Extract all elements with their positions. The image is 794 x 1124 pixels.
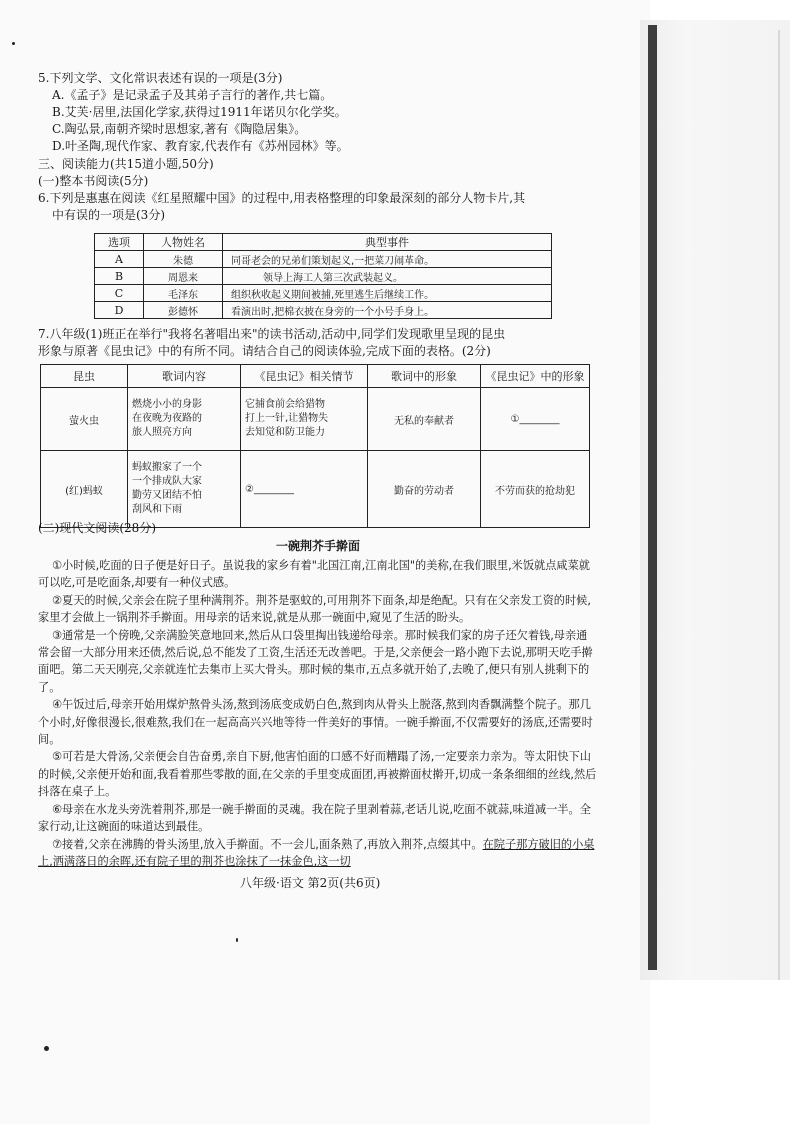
underlined-sentence: 在院子那方破旧的小桌上,洒满落日的余晖,还有院子里的荆芥也涂抹了一抹金色,这一切 — [38, 837, 595, 868]
scan-speck — [44, 1046, 49, 1051]
article-paragraph-3: ③通常是一个傍晚,父亲满脸笑意地回来,然后从口袋里掏出钱递给母亲。那时候我们家的房子还欠着钱,母亲通常会留一大部分用来还债,然后说,总不能发了工资,生活还无改善吧。于是,父亲便会一路小跑下去说,那明天吃手擀面吧。第二天天刚亮,父亲就连忙去集市上买大骨头。那时候的集市,五点多就开始了,去晚了,便只有别人挑剩下的了。 — [38, 628, 593, 694]
lyric-line: 一个排成队大家 — [132, 476, 202, 487]
q7-block — [38, 326, 598, 360]
table-row — [95, 285, 552, 302]
reading-passage — [38, 520, 598, 870]
lyric-line: 刮风和下雨 — [132, 504, 182, 515]
table-cell: 看演出时,把棉衣披在身旁的一个小号手身上。 — [223, 302, 552, 319]
table-header: 《昆虫记》相关情节 — [241, 365, 368, 388]
table-row — [95, 251, 552, 268]
table-row — [41, 451, 590, 528]
answer-blank-2[interactable]: ②________ — [241, 451, 368, 528]
q7-table — [40, 364, 590, 528]
table-row — [95, 268, 552, 285]
lyric-line: 蚂蚁搬家了一个 — [132, 462, 202, 473]
table-header: 昆虫 — [41, 365, 128, 388]
table-cell: 朱德 — [144, 251, 223, 268]
scan-speck — [236, 938, 238, 942]
table-cell: 领导上海工人第三次武装起义。 — [223, 268, 552, 285]
table-header: 人物姓名 — [144, 234, 223, 251]
article-paragraph-6: ⑥母亲在水龙头旁洗着荆芥,那是一碗手擀面的灵魂。我在院子里剥着蒜,老话儿说,吃面不就蒜,味道减一半。全家行动,让这碗面的味道达到最佳。 — [38, 802, 591, 834]
lyric-line: 勤劳又团结不怕 — [132, 490, 202, 501]
table-header: 歌词中的形象 — [368, 365, 481, 388]
lyric-line: 在夜晚为夜路的 — [132, 413, 202, 424]
table-cell: A — [95, 251, 144, 268]
adjacent-page-bleed — [640, 20, 790, 980]
q5-option-c: C.陶弘景,南朝齐梁时思想家,著有《陶隐居集》。 — [52, 122, 307, 136]
plot-line: 去知觉和防卫能力 — [245, 427, 325, 438]
q7-stem: 7.八年级(1)班正在举行"我将名著唱出来"的读书活动,活动中,同学们发现歌里呈现的昆虫 — [38, 327, 506, 341]
page-edge-shadow — [648, 25, 657, 970]
lyric-line: 燃烧小小的身影 — [132, 399, 202, 410]
page-edge-line — [778, 30, 780, 980]
table-cell: 组织秋收起义期间被捕,死里逃生后继续工作。 — [223, 285, 552, 302]
section-3a-heading: (一)整本书阅读(5分) — [38, 174, 149, 188]
table-cell — [241, 388, 368, 451]
article-paragraph-7 — [38, 836, 598, 871]
table-header: 《昆虫记》中的形象 — [481, 365, 590, 388]
q5-option-d: D.叶圣陶,现代作家、教育家,代表作有《苏州园林》等。 — [52, 139, 349, 153]
table-cell: D — [95, 302, 144, 319]
answer-blank-1[interactable]: ①________ — [481, 388, 590, 451]
q5-option-a: A.《孟子》是记录孟子及其弟子言行的著作,共七篇。 — [52, 88, 333, 102]
table-row — [41, 388, 590, 451]
questions-top — [38, 70, 598, 224]
table-cell: 周恩来 — [144, 268, 223, 285]
scan-speck — [12, 42, 15, 45]
plot-line: 它捕食前会给猎物 — [245, 399, 325, 410]
page-footer: 八年级·语文 第2页(共6页) — [240, 876, 381, 890]
q6-stem: 6.下列是惠惠在阅读《红星照耀中国》的过程中,用表格整理的印象最深刻的部分人物卡片,其 — [38, 191, 526, 205]
table-cell: 无私的奉献者 — [368, 388, 481, 451]
plot-line: 打上一针,让猎物失 — [245, 413, 329, 424]
section-3-heading: 三、阅读能力(共15道小题,50分) — [38, 157, 214, 171]
table-cell: C — [95, 285, 144, 302]
table-cell: 勤奋的劳动者 — [368, 451, 481, 528]
table-header: 选项 — [95, 234, 144, 251]
table-cell: 同哥老会的兄弟们策划起义,一把菜刀闹革命。 — [223, 251, 552, 268]
table-cell: 毛泽东 — [144, 285, 223, 302]
table-cell — [128, 451, 241, 528]
table-header-row — [95, 234, 552, 251]
table-cell: 萤火虫 — [41, 388, 128, 451]
article-paragraph-1: ①小时候,吃面的日子便是好日子。虽说我的家乡有着"北国江南,江南北国"的美称,在我们眼里,米饭就点咸菜就可以吃,可是吃面条,却要有一种仪式感。 — [38, 559, 590, 590]
table-cell — [128, 388, 241, 451]
article-paragraph-4: ④午饭过后,母亲开始用煤炉熬骨头汤,熬到汤底变成奶白色,熬到肉从骨头上脱落,熬到肉香飘满整个院子。那几个小时,好像很漫长,很难熬,我们在一起高高兴兴地等待一件美好的事情。一碗手擀面,不仅需要好的汤底,还需要时间。 — [38, 698, 593, 747]
q7-stem-cont: 形象与原著《昆虫记》中的有所不同。请结合自己的阅读体验,完成下面的表格。(2分) — [38, 344, 491, 358]
q6-table — [94, 233, 552, 319]
table-cell: B — [95, 268, 144, 285]
article-paragraph-2: ②夏天的时候,父亲会在院子里种满荆芥。荆芥是驱蚊的,可用荆芥下面条,却是绝配。只有在父亲发工资的时候,家里才会做上一锅荆芥手擀面。用母亲的话来说,就是从那一碗面中,窥见了生活的盼头。 — [38, 593, 591, 625]
table-cell: 不劳而获的抢劫犯 — [481, 451, 590, 528]
article-paragraph-5: ⑤可若是大骨汤,父亲便会自告奋勇,亲自下厨,他害怕面的口感不好而糟蹋了汤,一定要亲力亲为。等太阳快下山的时候,父亲便开始和面,我看着那些零散的面,在父亲的手里变成面团,再被擀面杖擀开,切成一条条细细的丝线,然后抖落在桌子上。 — [38, 750, 597, 799]
table-header: 典型事件 — [223, 234, 552, 251]
section-3b-heading: (二)现代文阅读(28分) — [38, 521, 156, 535]
table-header: 歌词内容 — [128, 365, 241, 388]
paragraph-7-text: ⑦接着,父亲在沸腾的骨头汤里,放入手擀面。不一会儿,面条熟了,再放入荆芥,点缀其中。 — [52, 837, 483, 851]
lyric-line: 旅人照亮方向 — [132, 427, 192, 438]
table-row — [95, 302, 552, 319]
table-header-row — [41, 365, 590, 388]
table-cell: (红)蚂蚁 — [41, 451, 128, 528]
q5-stem: 5.下列文学、文化常识表述有误的一项是(3分) — [38, 71, 283, 85]
table-cell: 彭德怀 — [144, 302, 223, 319]
q5-option-b: B.艾芙·居里,法国化学家,获得过1911年诺贝尔化学奖。 — [52, 105, 347, 119]
article-title: 一碗荆芥手擀面 — [275, 539, 360, 553]
q6-stem-cont: 中有误的一项是(3分) — [52, 208, 165, 222]
